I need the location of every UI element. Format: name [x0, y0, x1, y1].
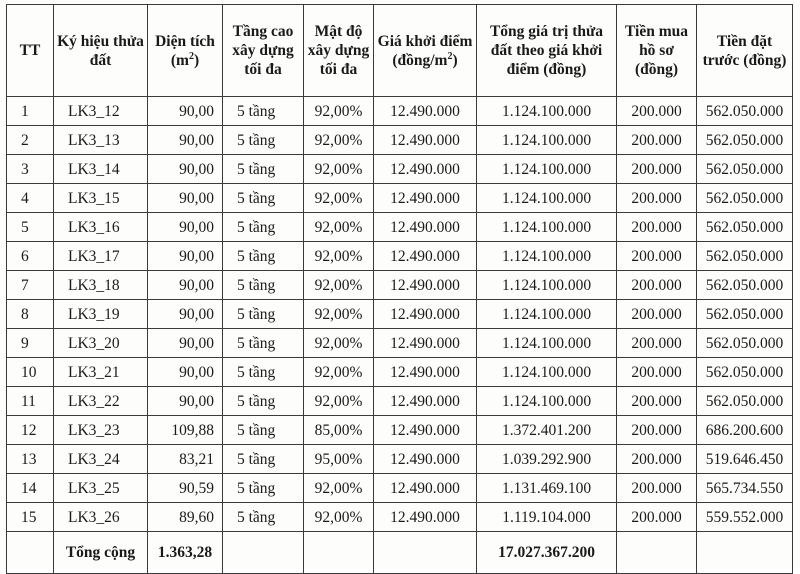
total-empty-dat-truoc — [697, 532, 793, 574]
header-tien-mua-ho-so: Tiền mua hồ sơ (đồng) — [617, 5, 697, 97]
header-gia-khoi-diem — [374, 5, 477, 97]
cell-ky-hieu: LK3_25 — [54, 474, 148, 503]
header-ky-hieu: Ký hiệu thửa đất — [54, 5, 148, 97]
cell-tong-gia-tri: 1.124.100.000 — [477, 242, 617, 271]
table-row — [7, 445, 793, 474]
cell-gia-khoi-diem: 12.490.000 — [374, 387, 477, 416]
cell-tong-gia-tri: 1.124.100.000 — [477, 97, 617, 126]
cell-tt: 3 — [7, 155, 54, 184]
total-empty-tt — [7, 532, 54, 574]
cell-ky-hieu: LK3_24 — [54, 445, 148, 474]
cell-mat-do: 85,00% — [304, 416, 374, 445]
cell-tien-dat-truoc: 562.050.000 — [697, 242, 793, 271]
cell-ky-hieu: LK3_20 — [54, 329, 148, 358]
cell-dien-tich: 90,00 — [148, 271, 223, 300]
cell-tong-gia-tri: 1.124.100.000 — [477, 126, 617, 155]
cell-dien-tich: 90,00 — [148, 126, 223, 155]
cell-tien-dat-truoc: 562.050.000 — [697, 300, 793, 329]
cell-mat-do: 92,00% — [304, 271, 374, 300]
cell-dien-tich: 90,59 — [148, 474, 223, 503]
header-tt: TT — [7, 5, 54, 97]
table-row — [7, 97, 793, 126]
cell-tong-gia-tri: 1.124.100.000 — [477, 184, 617, 213]
cell-gia-khoi-diem: 12.490.000 — [374, 358, 477, 387]
cell-ky-hieu: LK3_21 — [54, 358, 148, 387]
cell-tien-mua-ho-so: 200.000 — [617, 213, 697, 242]
cell-dien-tich: 90,00 — [148, 387, 223, 416]
cell-tien-dat-truoc: 562.050.000 — [697, 358, 793, 387]
cell-tien-dat-truoc: 562.050.000 — [697, 329, 793, 358]
table-row — [7, 503, 793, 532]
cell-tang: 5 tầng — [223, 242, 304, 271]
total-dien-tich: 1.363,28 — [148, 532, 223, 574]
table-row — [7, 126, 793, 155]
cell-tong-gia-tri: 1.124.100.000 — [477, 155, 617, 184]
cell-dien-tich: 90,00 — [148, 358, 223, 387]
total-empty-gia — [374, 532, 477, 574]
total-row — [7, 532, 793, 574]
cell-tien-mua-ho-so: 200.000 — [617, 126, 697, 155]
cell-tt: 15 — [7, 503, 54, 532]
cell-mat-do: 92,00% — [304, 242, 374, 271]
cell-tt: 8 — [7, 300, 54, 329]
cell-dien-tich: 90,00 — [148, 300, 223, 329]
cell-dien-tich: 90,00 — [148, 97, 223, 126]
cell-tien-mua-ho-so: 200.000 — [617, 416, 697, 445]
cell-tong-gia-tri: 1.124.100.000 — [477, 271, 617, 300]
cell-dien-tich: 89,60 — [148, 503, 223, 532]
cell-tien-dat-truoc: 562.050.000 — [697, 387, 793, 416]
cell-mat-do: 92,00% — [304, 155, 374, 184]
cell-mat-do: 92,00% — [304, 126, 374, 155]
cell-mat-do: 92,00% — [304, 184, 374, 213]
cell-mat-do: 92,00% — [304, 503, 374, 532]
cell-tang: 5 tầng — [223, 271, 304, 300]
cell-tt: 12 — [7, 416, 54, 445]
cell-gia-khoi-diem: 12.490.000 — [374, 126, 477, 155]
cell-gia-khoi-diem: 12.490.000 — [374, 503, 477, 532]
cell-tt: 7 — [7, 271, 54, 300]
cell-tang: 5 tầng — [223, 97, 304, 126]
header-gia-khoi-diem-text: Giá khởi điểm (đồng/m — [377, 32, 473, 69]
table-body — [7, 97, 793, 532]
cell-tt: 2 — [7, 126, 54, 155]
cell-tien-mua-ho-so: 200.000 — [617, 97, 697, 126]
cell-mat-do: 92,00% — [304, 213, 374, 242]
cell-ky-hieu: LK3_18 — [54, 271, 148, 300]
cell-tien-mua-ho-so: 200.000 — [617, 387, 697, 416]
cell-ky-hieu: LK3_23 — [54, 416, 148, 445]
cell-tang: 5 tầng — [223, 213, 304, 242]
table-row — [7, 213, 793, 242]
cell-tang: 5 tầng — [223, 155, 304, 184]
cell-tien-mua-ho-so: 200.000 — [617, 242, 697, 271]
table-row — [7, 387, 793, 416]
cell-tien-dat-truoc: 562.050.000 — [697, 213, 793, 242]
cell-tien-mua-ho-so: 200.000 — [617, 358, 697, 387]
cell-tt: 4 — [7, 184, 54, 213]
cell-tt: 9 — [7, 329, 54, 358]
cell-tien-dat-truoc: 562.050.000 — [697, 184, 793, 213]
table-row — [7, 474, 793, 503]
cell-dien-tich: 90,00 — [148, 242, 223, 271]
cell-tien-mua-ho-so: 200.000 — [617, 300, 697, 329]
cell-tien-dat-truoc: 519.646.450 — [697, 445, 793, 474]
cell-mat-do: 92,00% — [304, 358, 374, 387]
cell-gia-khoi-diem: 12.490.000 — [374, 213, 477, 242]
cell-tt: 10 — [7, 358, 54, 387]
cell-dien-tich: 90,00 — [148, 213, 223, 242]
header-dien-tich — [148, 5, 223, 97]
total-empty-tang — [223, 532, 304, 574]
table-row — [7, 300, 793, 329]
cell-gia-khoi-diem: 12.490.000 — [374, 445, 477, 474]
cell-ky-hieu: LK3_12 — [54, 97, 148, 126]
cell-ky-hieu: LK3_16 — [54, 213, 148, 242]
cell-mat-do: 92,00% — [304, 387, 374, 416]
cell-ky-hieu: LK3_17 — [54, 242, 148, 271]
table-row — [7, 329, 793, 358]
cell-tien-dat-truoc: 562.050.000 — [697, 271, 793, 300]
cell-mat-do: 92,00% — [304, 329, 374, 358]
cell-tien-dat-truoc: 686.200.600 — [697, 416, 793, 445]
cell-tt: 14 — [7, 474, 54, 503]
cell-gia-khoi-diem: 12.490.000 — [374, 329, 477, 358]
total-empty-ho-so — [617, 532, 697, 574]
cell-dien-tich: 90,00 — [148, 155, 223, 184]
header-dien-tich-close: ) — [193, 51, 200, 69]
cell-gia-khoi-diem: 12.490.000 — [374, 474, 477, 503]
header-gia-khoi-diem-sup: 2 — [447, 50, 453, 62]
cell-tong-gia-tri: 1.039.292.900 — [477, 445, 617, 474]
cell-gia-khoi-diem: 12.490.000 — [374, 97, 477, 126]
cell-tien-dat-truoc: 559.552.000 — [697, 503, 793, 532]
cell-tien-mua-ho-so: 200.000 — [617, 474, 697, 503]
cell-tong-gia-tri: 1.124.100.000 — [477, 300, 617, 329]
header-dien-tich-text: Diện tích (m — [155, 32, 215, 69]
cell-tien-dat-truoc: 562.050.000 — [697, 155, 793, 184]
total-tong-gia-tri: 17.027.367.200 — [477, 532, 617, 574]
cell-tang: 5 tầng — [223, 358, 304, 387]
table-row — [7, 184, 793, 213]
cell-mat-do: 92,00% — [304, 97, 374, 126]
total-empty-mat-do — [304, 532, 374, 574]
header-tang: Tầng cao xây dựng tối đa — [223, 5, 304, 97]
cell-tt: 1 — [7, 97, 54, 126]
cell-ky-hieu: LK3_26 — [54, 503, 148, 532]
cell-tang: 5 tầng — [223, 503, 304, 532]
cell-gia-khoi-diem: 12.490.000 — [374, 184, 477, 213]
cell-tien-mua-ho-so: 200.000 — [617, 155, 697, 184]
cell-tong-gia-tri: 1.131.469.100 — [477, 474, 617, 503]
cell-gia-khoi-diem: 12.490.000 — [374, 155, 477, 184]
table-row — [7, 416, 793, 445]
cell-dien-tich: 90,00 — [148, 329, 223, 358]
cell-tong-gia-tri: 1.372.401.200 — [477, 416, 617, 445]
cell-tien-mua-ho-so: 200.000 — [617, 329, 697, 358]
table-row — [7, 155, 793, 184]
cell-tang: 5 tầng — [223, 300, 304, 329]
cell-tong-gia-tri: 1.124.100.000 — [477, 329, 617, 358]
cell-dien-tich: 109,88 — [148, 416, 223, 445]
table-row — [7, 358, 793, 387]
header-gia-khoi-diem-close: ) — [452, 51, 458, 69]
cell-gia-khoi-diem: 12.490.000 — [374, 416, 477, 445]
cell-tt: 11 — [7, 387, 54, 416]
cell-tong-gia-tri: 1.119.104.000 — [477, 503, 617, 532]
cell-gia-khoi-diem: 12.490.000 — [374, 271, 477, 300]
cell-ky-hieu: LK3_19 — [54, 300, 148, 329]
cell-tang: 5 tầng — [223, 474, 304, 503]
cell-tang: 5 tầng — [223, 416, 304, 445]
cell-tien-mua-ho-so: 200.000 — [617, 271, 697, 300]
header-tong-gia-tri: Tổng giá trị thửa đất theo giá khởi điểm (đồng) — [477, 5, 617, 97]
cell-tong-gia-tri: 1.124.100.000 — [477, 387, 617, 416]
cell-mat-do: 95,00% — [304, 445, 374, 474]
table-row — [7, 242, 793, 271]
cell-ky-hieu: LK3_15 — [54, 184, 148, 213]
cell-tien-dat-truoc: 562.050.000 — [697, 97, 793, 126]
cell-ky-hieu: LK3_14 — [54, 155, 148, 184]
cell-tien-dat-truoc: 562.050.000 — [697, 126, 793, 155]
cell-tien-mua-ho-so: 200.000 — [617, 184, 697, 213]
cell-tien-mua-ho-so: 200.000 — [617, 503, 697, 532]
cell-gia-khoi-diem: 12.490.000 — [374, 300, 477, 329]
cell-tt: 13 — [7, 445, 54, 474]
header-dien-tich-sup: 2 — [188, 50, 194, 62]
header-tien-dat-truoc: Tiền đặt trước (đồng) — [697, 5, 793, 97]
table-row — [7, 271, 793, 300]
cell-tang: 5 tầng — [223, 387, 304, 416]
cell-ky-hieu: LK3_13 — [54, 126, 148, 155]
cell-mat-do: 92,00% — [304, 300, 374, 329]
cell-tien-dat-truoc: 565.734.550 — [697, 474, 793, 503]
cell-mat-do: 92,00% — [304, 474, 374, 503]
cell-tang: 5 tầng — [223, 184, 304, 213]
cell-dien-tich: 83,21 — [148, 445, 223, 474]
cell-tong-gia-tri: 1.124.100.000 — [477, 358, 617, 387]
cell-tang: 5 tầng — [223, 126, 304, 155]
land-auction-table — [6, 4, 793, 574]
cell-tong-gia-tri: 1.124.100.000 — [477, 213, 617, 242]
cell-gia-khoi-diem: 12.490.000 — [374, 242, 477, 271]
table-header-row — [7, 5, 793, 97]
header-mat-do: Mật độ xây dựng tối đa — [304, 5, 374, 97]
cell-tien-mua-ho-so: 200.000 — [617, 445, 697, 474]
cell-tang: 5 tầng — [223, 445, 304, 474]
cell-dien-tich: 90,00 — [148, 184, 223, 213]
cell-tt: 6 — [7, 242, 54, 271]
cell-tang: 5 tầng — [223, 329, 304, 358]
cell-tt: 5 — [7, 213, 54, 242]
cell-ky-hieu: LK3_22 — [54, 387, 148, 416]
total-label: Tổng cộng — [54, 532, 148, 574]
